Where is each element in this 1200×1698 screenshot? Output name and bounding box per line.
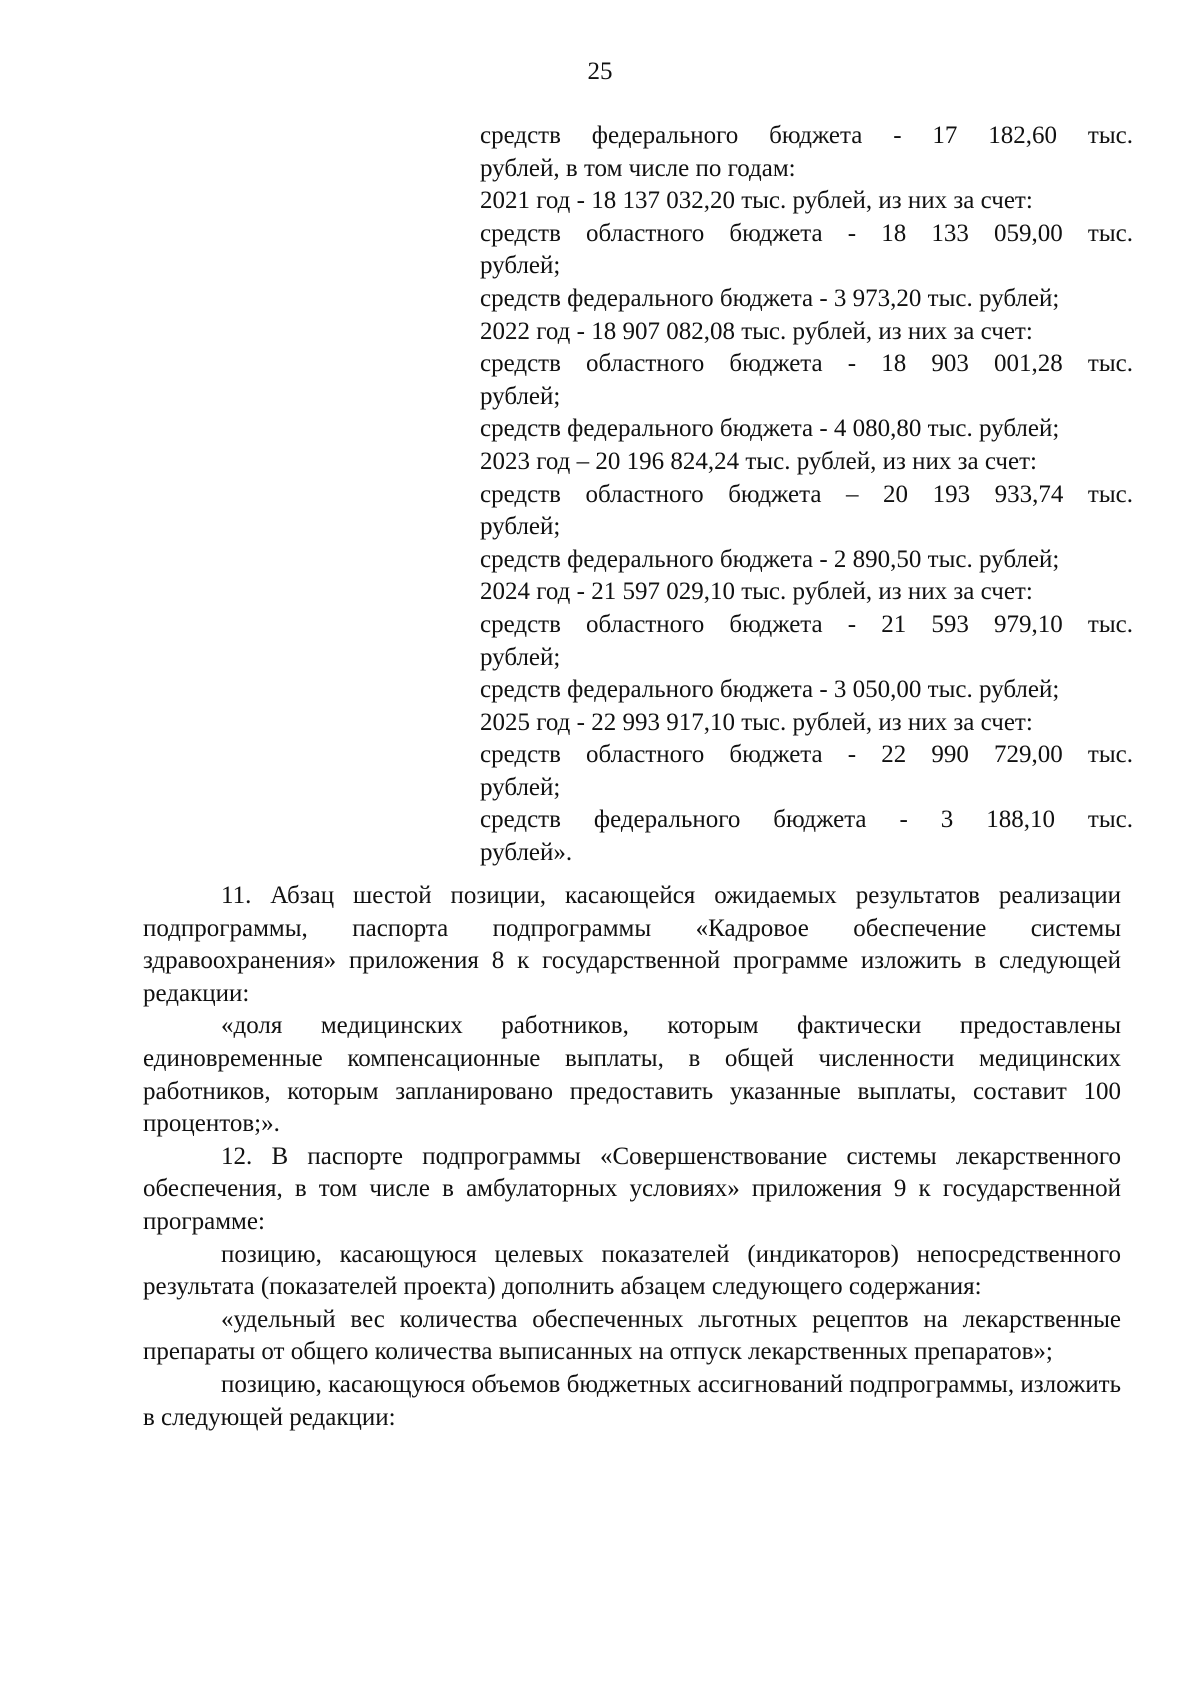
paragraph: позицию, касающуюся объемов бюджетных ассигнований подпрограммы, изложить в следующей редакции:: [143, 1370, 1121, 1431]
text-line: средств областного бюджета – 20 193 933,74 тыс.: [480, 480, 1133, 508]
text-line: 2024 год - 21 597 029,10 тыс. рублей, из них за счет:: [480, 578, 1033, 606]
text-line: рублей;: [480, 382, 561, 410]
text-line: средств федерального бюджета - 3 050,00 тыс. рублей;: [480, 676, 1060, 704]
paragraph-item-12: 12. В паспорте подпрограммы «Совершенствование системы лекарственного обеспечения, в том числе в амбулаторных условиях» приложения 9 к государственной программе:: [143, 1142, 1121, 1235]
text-line: средств федерального бюджета - 2 890,50 тыс. рублей;: [480, 545, 1060, 573]
text-line: средств федерального бюджета - 3 973,20 тыс. рублей;: [480, 284, 1060, 312]
text-line: 2023 год – 20 196 824,24 тыс. рублей, из них за счет:: [480, 447, 1037, 475]
text-line: средств федерального бюджета - 3 188,10 тыс.: [480, 806, 1133, 834]
text-line: рублей;: [480, 773, 561, 801]
text-line: средств областного бюджета - 22 990 729,00 тыс.: [480, 741, 1133, 769]
budget-continuation: [480, 120, 1133, 870]
text-line: средств областного бюджета - 18 903 001,28 тыс.: [480, 350, 1133, 378]
text-line: средств областного бюджета - 21 593 979,10 тыс.: [480, 610, 1133, 638]
quoted-indicator-text: «удельный вес количества обеспеченных льготных рецептов на лекарственные препараты от общего количества выписанных на отпуск лекарственных препаратов»;: [143, 1305, 1121, 1366]
document-body: [143, 880, 1121, 1434]
text-line: рублей;: [480, 252, 561, 280]
paragraph-item-11: 11. Абзац шестой позиции, касающейся ожидаемых результатов реализации подпрограммы, паспорта подпрограммы «Кадровое обеспечение системы здравоохранения» приложения 8 к государственной программе изложить в следующей редакции:: [143, 882, 1121, 1007]
text-line: средств областного бюджета - 18 133 059,00 тыс.: [480, 219, 1133, 247]
text-line: рублей».: [480, 839, 573, 867]
text-line: средств федерального бюджета - 17 182,60 тыс.: [480, 122, 1133, 149]
text-line: рублей;: [480, 513, 561, 541]
page-number: 25: [587, 58, 613, 85]
text-line: рублей;: [480, 643, 561, 671]
quoted-indicator-text: «доля медицинских работников, которым фактически предоставлены единовременные компенсационные выплаты, в общей численности медицинских работников, которым запланировано предоставить указанные выплаты, составит 100 процентов;».: [143, 1012, 1121, 1138]
text-line: 2022 год - 18 907 082,08 тыс. рублей, из них за счет:: [480, 317, 1033, 345]
text-line: рублей, в том числе по годам:: [480, 154, 796, 182]
paragraph: позицию, касающуюся целевых показателей (индикаторов) непосредственного результата (показателей проекта) дополнить абзацем следующего содержания:: [143, 1240, 1121, 1301]
text-line: средств федерального бюджета - 4 080,80 тыс. рублей;: [480, 415, 1060, 443]
text-line: 2021 год - 18 137 032,20 тыс. рублей, из них за счет:: [480, 187, 1033, 215]
text-line: 2025 год - 22 993 917,10 тыс. рублей, из них за счет:: [480, 708, 1033, 736]
